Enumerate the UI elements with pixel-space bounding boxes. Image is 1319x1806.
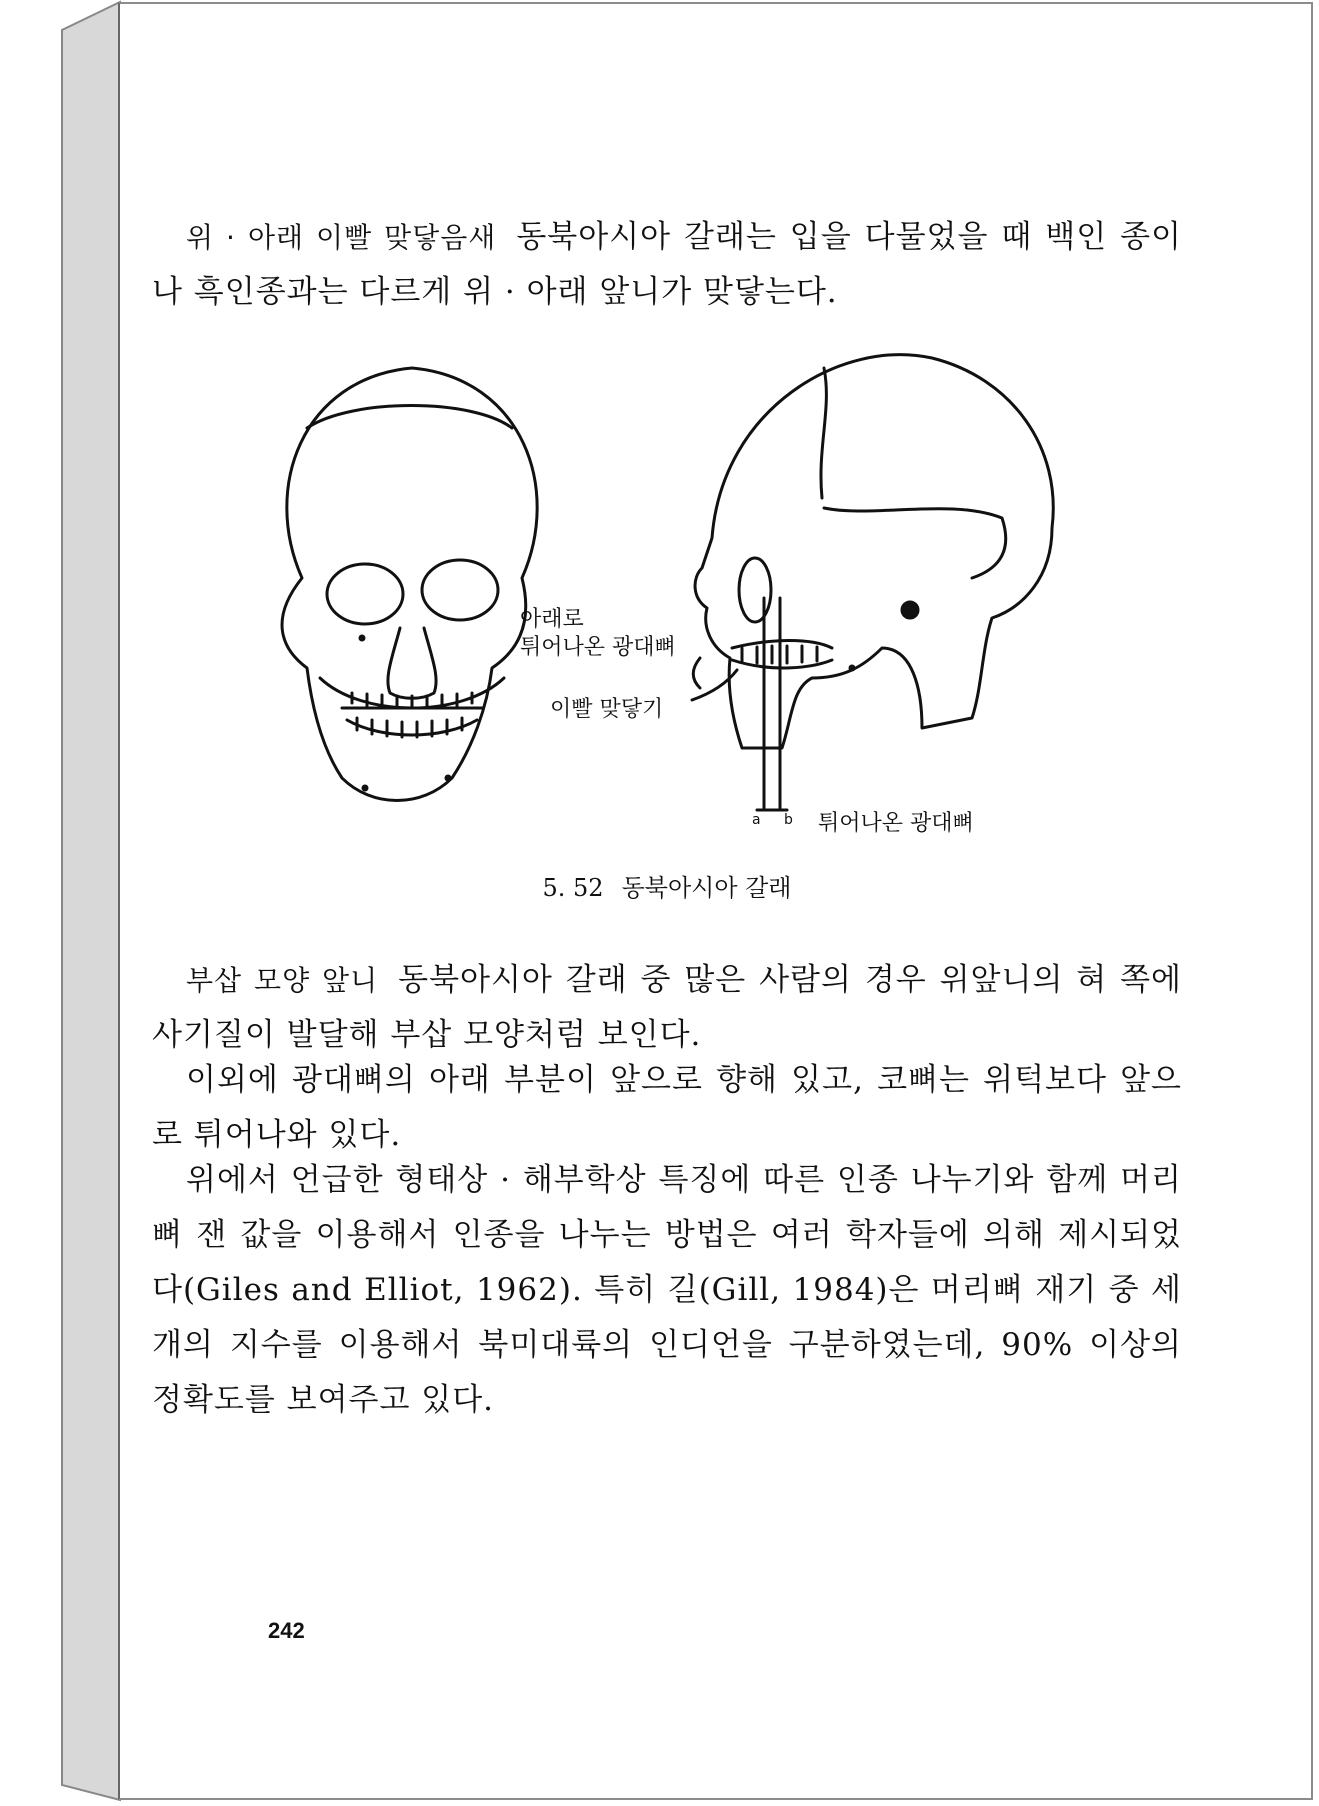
figure-caption-number: 5. 52 — [542, 874, 604, 902]
label-zygoma-forward: 튀어나온 광대뼈 — [818, 811, 974, 836]
label-measure-a: a — [752, 812, 761, 828]
paragraph-lead: 부삽 모양 앞니 — [186, 964, 379, 997]
paragraph-lead: 위 · 아래 이빨 맞닿음새 — [186, 221, 497, 254]
lateral-skull-drawing — [693, 355, 1053, 810]
figure-caption-title: 동북아시아 갈래 — [621, 874, 792, 902]
paragraph-text: 위에서 언급한 형태상 · 해부학상 특징에 따른 인종 나누기와 함께 머리뼈 잰 값을 이용해서 인종을 나누는 방법은 여러 학자들에 의해 제시되었다(Giles and Elliot, 1962). 특히 길(Gill, 1984)은 머리뼈 재기 중 세 개의 지수를 이용해서 북미대륙의 인디언을 구분하였는데, 90% 이상의 정확도를 보여주고 있다. — [152, 1162, 1182, 1418]
label-zygoma-down-line2: 튀어나온 광대뼈 — [520, 635, 676, 660]
paragraph-shovel-incisors — [152, 953, 1182, 1063]
label-zygoma-down-line1: 아래로 — [520, 607, 584, 632]
skull-figure — [152, 348, 1182, 868]
paragraph-teeth-contact — [152, 210, 1182, 320]
frontal-skull-drawing — [282, 368, 537, 801]
paragraph-zygoma — [152, 1053, 1182, 1163]
figure-caption — [152, 868, 1182, 903]
paragraph-text: 이외에 광대뼈의 아래 부분이 앞으로 향해 있고, 코뼈는 위턱보다 앞으로 튀어나와 있다. — [152, 1062, 1182, 1153]
paragraph-measurement — [152, 1153, 1182, 1428]
label-teeth-contact: 이빨 맞닿기 — [550, 697, 664, 722]
skull-illustration — [152, 348, 1182, 868]
paragraph-text: 동북아시아 갈래는 입을 다물었을 때 백인 종이나 흑인종과는 다르게 위 · 아래 앞니가 맞닿는다. — [152, 219, 1182, 310]
page-number: 242 — [268, 1618, 305, 1643]
book-spine — [0, 0, 130, 1806]
paragraph-text: 동북아시아 갈래 중 많은 사람의 경우 위앞니의 혀 쪽에 사기질이 발달해 부삽 모양처럼 보인다. — [152, 962, 1182, 1053]
label-measure-b: b — [784, 812, 793, 828]
